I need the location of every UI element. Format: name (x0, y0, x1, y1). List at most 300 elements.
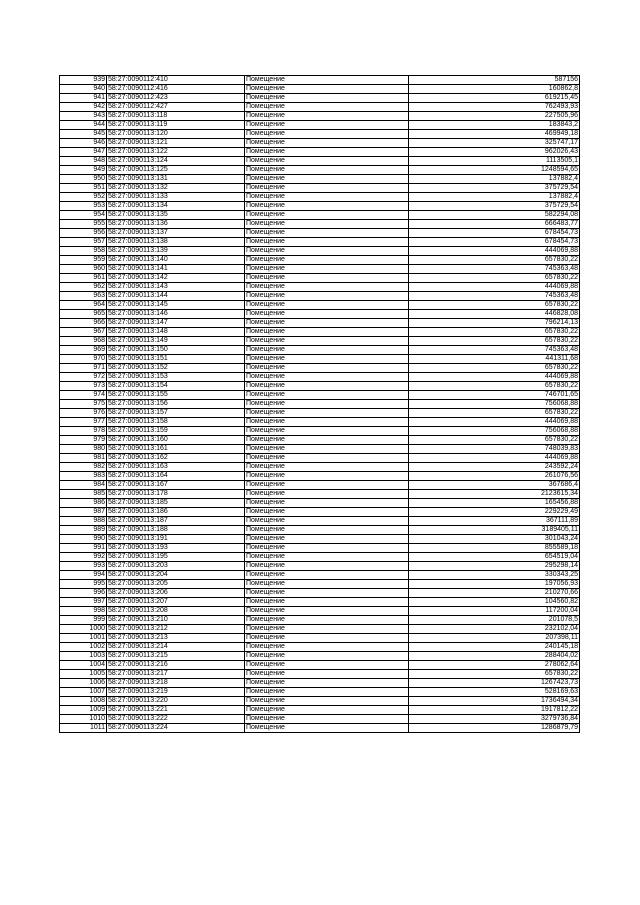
table-row (60, 391, 580, 400)
cadastral-number-cell: 58:27:0090113:120 (107, 130, 245, 139)
object-type-cell: Помещение (245, 238, 409, 247)
row-number-cell: 983 (60, 472, 107, 481)
object-type-cell: Помещение (245, 301, 409, 310)
cadastral-value-cell: 756068,88 (409, 400, 580, 409)
table-row (60, 94, 580, 103)
cadastral-number-cell: 58:27:0090113:145 (107, 301, 245, 310)
object-type-cell: Помещение (245, 463, 409, 472)
cadastral-value-cell: 375729,54 (409, 184, 580, 193)
row-number-cell: 947 (60, 148, 107, 157)
table-row (60, 481, 580, 490)
cadastral-value-cell: 745363,48 (409, 346, 580, 355)
table-row (60, 274, 580, 283)
object-type-cell: Помещение (245, 247, 409, 256)
table-row (60, 85, 580, 94)
table-row (60, 517, 580, 526)
cadastral-number-cell: 58:27:0090113:195 (107, 553, 245, 562)
row-number-cell: 967 (60, 328, 107, 337)
row-number-cell: 1001 (60, 634, 107, 643)
cadastral-number-cell: 58:27:0090113:216 (107, 661, 245, 670)
cadastral-value-cell: 666483,77 (409, 220, 580, 229)
cadastral-value-cell: 278062,64 (409, 661, 580, 670)
object-type-cell: Помещение (245, 490, 409, 499)
cadastral-number-cell: 58:27:0090113:121 (107, 139, 245, 148)
cadastral-value-cell: 444069,88 (409, 283, 580, 292)
cadastral-value-cell: 229229,49 (409, 508, 580, 517)
object-type-cell: Помещение (245, 454, 409, 463)
object-type-cell: Помещение (245, 256, 409, 265)
object-type-cell: Помещение (245, 175, 409, 184)
row-number-cell: 950 (60, 175, 107, 184)
cadastral-number-cell: 58:27:0090113:210 (107, 616, 245, 625)
cadastral-number-cell: 58:27:0090113:135 (107, 211, 245, 220)
row-number-cell: 949 (60, 166, 107, 175)
cadastral-value-cell: 657830,22 (409, 301, 580, 310)
cadastral-number-cell: 58:27:0090113:214 (107, 643, 245, 652)
object-type-cell: Помещение (245, 472, 409, 481)
table-row (60, 472, 580, 481)
row-number-cell: 971 (60, 364, 107, 373)
table-row (60, 526, 580, 535)
cadastral-value-cell: 367686,4 (409, 481, 580, 490)
cadastral-value-cell: 243592,24 (409, 463, 580, 472)
table-row (60, 715, 580, 724)
table-row (60, 679, 580, 688)
table-row (60, 661, 580, 670)
cadastral-number-cell: 58:27:0090113:140 (107, 256, 245, 265)
object-type-cell: Помещение (245, 499, 409, 508)
row-number-cell: 984 (60, 481, 107, 490)
table-row (60, 490, 580, 499)
cadastral-number-cell: 58:27:0090113:147 (107, 319, 245, 328)
table-row (60, 238, 580, 247)
cadastral-value-cell: 1286879,79 (409, 724, 580, 733)
cadastral-number-cell: 58:27:0090113:178 (107, 490, 245, 499)
cadastral-number-cell: 58:27:0090113:218 (107, 679, 245, 688)
cadastral-number-cell: 58:27:0090113:154 (107, 382, 245, 391)
cadastral-number-cell: 58:27:0090113:153 (107, 373, 245, 382)
table-row (60, 139, 580, 148)
cadastral-number-cell: 58:27:0090113:203 (107, 562, 245, 571)
row-number-cell: 1009 (60, 706, 107, 715)
cadastral-number-cell: 58:27:0090113:137 (107, 229, 245, 238)
object-type-cell: Помещение (245, 283, 409, 292)
cadastral-number-cell: 58:27:0090113:136 (107, 220, 245, 229)
cadastral-value-cell: 2123615,34 (409, 490, 580, 499)
table-row (60, 265, 580, 274)
table-row (60, 463, 580, 472)
object-type-cell: Помещение (245, 661, 409, 670)
cadastral-number-cell: 58:27:0090113:143 (107, 283, 245, 292)
object-type-cell: Помещение (245, 715, 409, 724)
cadastral-value-cell: 301043,24 (409, 535, 580, 544)
cadastral-value-cell: 1113505,1 (409, 157, 580, 166)
cadastral-number-cell: 58:27:0090113:160 (107, 436, 245, 445)
table-row (60, 643, 580, 652)
table-row (60, 346, 580, 355)
object-type-cell: Помещение (245, 724, 409, 733)
object-type-cell: Помещение (245, 427, 409, 436)
cadastral-number-cell: 58:27:0090113:155 (107, 391, 245, 400)
row-number-cell: 939 (60, 76, 107, 85)
cadastral-number-cell: 58:27:0090113:158 (107, 418, 245, 427)
cadastral-value-cell: 3279736,84 (409, 715, 580, 724)
table-row (60, 283, 580, 292)
table-row (60, 409, 580, 418)
table-row (60, 364, 580, 373)
row-number-cell: 1006 (60, 679, 107, 688)
object-type-cell: Помещение (245, 274, 409, 283)
table-row (60, 148, 580, 157)
cadastral-value-cell: 745363,48 (409, 292, 580, 301)
cadastral-number-cell: 58:27:0090113:164 (107, 472, 245, 481)
cadastral-number-cell: 58:27:0090113:163 (107, 463, 245, 472)
cadastral-value-cell: 444069,88 (409, 454, 580, 463)
table-row (60, 427, 580, 436)
object-type-cell: Помещение (245, 364, 409, 373)
object-type-cell: Помещение (245, 400, 409, 409)
row-number-cell: 1008 (60, 697, 107, 706)
row-number-cell: 972 (60, 373, 107, 382)
row-number-cell: 1007 (60, 688, 107, 697)
row-number-cell: 982 (60, 463, 107, 472)
table-row (60, 688, 580, 697)
table-row (60, 103, 580, 112)
object-type-cell: Помещение (245, 535, 409, 544)
cadastral-value-cell: 375729,54 (409, 202, 580, 211)
row-number-cell: 954 (60, 211, 107, 220)
cadastral-number-cell: 58:27:0090113:215 (107, 652, 245, 661)
table-row (60, 121, 580, 130)
cadastral-number-cell: 58:27:0090113:220 (107, 697, 245, 706)
cadastral-value-cell: 210270,66 (409, 589, 580, 598)
table-row (60, 616, 580, 625)
cadastral-value-table (59, 75, 580, 733)
cadastral-value-cell: 657830,22 (409, 337, 580, 346)
cadastral-number-cell: 58:27:0090113:132 (107, 184, 245, 193)
table-row (60, 211, 580, 220)
cadastral-number-cell: 58:27:0090113:150 (107, 346, 245, 355)
cadastral-value-cell: 261076,56 (409, 472, 580, 481)
cadastral-value-cell: 207398,11 (409, 634, 580, 643)
cadastral-number-cell: 58:27:0090113:141 (107, 265, 245, 274)
table-row (60, 229, 580, 238)
cadastral-value-cell: 104560,82 (409, 598, 580, 607)
row-number-cell: 969 (60, 346, 107, 355)
object-type-cell: Помещение (245, 103, 409, 112)
row-number-cell: 974 (60, 391, 107, 400)
cadastral-value-cell: 295298,14 (409, 562, 580, 571)
object-type-cell: Помещение (245, 121, 409, 130)
cadastral-value-cell: 1917812,22 (409, 706, 580, 715)
object-type-cell: Помещение (245, 418, 409, 427)
cadastral-value-cell: 587156 (409, 76, 580, 85)
object-type-cell: Помещение (245, 517, 409, 526)
cadastral-number-cell: 58:27:0090113:151 (107, 355, 245, 364)
row-number-cell: 958 (60, 247, 107, 256)
row-number-cell: 948 (60, 157, 107, 166)
row-number-cell: 945 (60, 130, 107, 139)
row-number-cell: 960 (60, 265, 107, 274)
object-type-cell: Помещение (245, 202, 409, 211)
table-row (60, 220, 580, 229)
object-type-cell: Помещение (245, 391, 409, 400)
cadastral-number-cell: 58:27:0090113:148 (107, 328, 245, 337)
row-number-cell: 985 (60, 490, 107, 499)
table-row (60, 202, 580, 211)
object-type-cell: Помещение (245, 346, 409, 355)
row-number-cell: 957 (60, 238, 107, 247)
cadastral-value-cell: 117200,04 (409, 607, 580, 616)
cadastral-value-cell: 619215,45 (409, 94, 580, 103)
object-type-cell: Помещение (245, 148, 409, 157)
row-number-cell: 944 (60, 121, 107, 130)
cadastral-number-cell: 58:27:0090113:144 (107, 292, 245, 301)
object-type-cell: Помещение (245, 553, 409, 562)
table-row (60, 256, 580, 265)
cadastral-number-cell: 58:27:0090113:139 (107, 247, 245, 256)
object-type-cell: Помещение (245, 94, 409, 103)
table-row (60, 553, 580, 562)
cadastral-number-cell: 58:27:0090113:224 (107, 724, 245, 733)
cadastral-number-cell: 58:27:0090113:122 (107, 148, 245, 157)
cadastral-value-cell: 469949,18 (409, 130, 580, 139)
cadastral-value-cell: 1267423,73 (409, 679, 580, 688)
object-type-cell: Помещение (245, 76, 409, 85)
cadastral-value-cell: 446828,08 (409, 310, 580, 319)
cadastral-value-cell: 745363,48 (409, 265, 580, 274)
object-type-cell: Помещение (245, 337, 409, 346)
table-row (60, 400, 580, 409)
object-type-cell: Помещение (245, 184, 409, 193)
table-row (60, 562, 580, 571)
object-type-cell: Помещение (245, 139, 409, 148)
row-number-cell: 963 (60, 292, 107, 301)
row-number-cell: 952 (60, 193, 107, 202)
cadastral-number-cell: 58:27:0090113:152 (107, 364, 245, 373)
row-number-cell: 1003 (60, 652, 107, 661)
object-type-cell: Помещение (245, 571, 409, 580)
cadastral-value-cell: 232102,04 (409, 625, 580, 634)
table-row (60, 319, 580, 328)
object-type-cell: Помещение (245, 679, 409, 688)
cadastral-value-cell: 137882,4 (409, 193, 580, 202)
cadastral-number-cell: 58:27:0090113:138 (107, 238, 245, 247)
row-number-cell: 946 (60, 139, 107, 148)
cadastral-value-cell: 183843,2 (409, 121, 580, 130)
row-number-cell: 956 (60, 229, 107, 238)
row-number-cell: 965 (60, 310, 107, 319)
table-row (60, 373, 580, 382)
cadastral-number-cell: 58:27:0090113:187 (107, 517, 245, 526)
row-number-cell: 1011 (60, 724, 107, 733)
row-number-cell: 961 (60, 274, 107, 283)
cadastral-number-cell: 58:27:0090113:188 (107, 526, 245, 535)
cadastral-value-cell: 165456,88 (409, 499, 580, 508)
cadastral-number-cell: 58:27:0090112:410 (107, 76, 245, 85)
table-row (60, 418, 580, 427)
cadastral-number-cell: 58:27:0090113:149 (107, 337, 245, 346)
object-type-cell: Помещение (245, 319, 409, 328)
object-type-cell: Помещение (245, 157, 409, 166)
object-type-cell: Помещение (245, 670, 409, 679)
cadastral-value-cell: 227505,96 (409, 112, 580, 121)
object-type-cell: Помещение (245, 607, 409, 616)
object-type-cell: Помещение (245, 634, 409, 643)
row-number-cell: 999 (60, 616, 107, 625)
object-type-cell: Помещение (245, 112, 409, 121)
object-type-cell: Помещение (245, 481, 409, 490)
table-row (60, 301, 580, 310)
cadastral-value-cell: 367111,89 (409, 517, 580, 526)
object-type-cell: Помещение (245, 445, 409, 454)
cadastral-value-cell: 137882,4 (409, 175, 580, 184)
cadastral-value-cell: 444069,88 (409, 373, 580, 382)
row-number-cell: 990 (60, 535, 107, 544)
cadastral-number-cell: 58:27:0090113:142 (107, 274, 245, 283)
cadastral-value-cell: 240145,18 (409, 643, 580, 652)
row-number-cell: 988 (60, 517, 107, 526)
row-number-cell: 940 (60, 85, 107, 94)
cadastral-number-cell: 58:27:0090113:134 (107, 202, 245, 211)
row-number-cell: 993 (60, 562, 107, 571)
table-row (60, 310, 580, 319)
row-number-cell: 995 (60, 580, 107, 589)
object-type-cell: Помещение (245, 229, 409, 238)
row-number-cell: 977 (60, 418, 107, 427)
row-number-cell: 973 (60, 382, 107, 391)
cadastral-number-cell: 58:27:0090113:159 (107, 427, 245, 436)
row-number-cell: 955 (60, 220, 107, 229)
row-number-cell: 953 (60, 202, 107, 211)
object-type-cell: Помещение (245, 166, 409, 175)
cadastral-value-cell: 657830,22 (409, 670, 580, 679)
cadastral-value-cell: 796214,13 (409, 319, 580, 328)
table-row (60, 157, 580, 166)
table-row (60, 670, 580, 679)
table-row (60, 76, 580, 85)
cadastral-value-cell: 678454,73 (409, 229, 580, 238)
cadastral-number-cell: 58:27:0090113:219 (107, 688, 245, 697)
object-type-cell: Помещение (245, 589, 409, 598)
cadastral-value-cell: 528169,63 (409, 688, 580, 697)
cadastral-value-cell: 746701,65 (409, 391, 580, 400)
object-type-cell: Помещение (245, 130, 409, 139)
cadastral-value-cell: 748039,83 (409, 445, 580, 454)
cadastral-number-cell: 58:27:0090113:124 (107, 157, 245, 166)
cadastral-value-cell: 330343,25 (409, 571, 580, 580)
object-type-cell: Помещение (245, 652, 409, 661)
cadastral-number-cell: 58:27:0090113:193 (107, 544, 245, 553)
cadastral-value-cell: 762493,93 (409, 103, 580, 112)
object-type-cell: Помещение (245, 85, 409, 94)
cadastral-number-cell: 58:27:0090113:156 (107, 400, 245, 409)
object-type-cell: Помещение (245, 382, 409, 391)
table-body (60, 76, 580, 733)
row-number-cell: 987 (60, 508, 107, 517)
row-number-cell: 992 (60, 553, 107, 562)
object-type-cell: Помещение (245, 355, 409, 364)
table-row (60, 436, 580, 445)
table-row (60, 355, 580, 364)
row-number-cell: 976 (60, 409, 107, 418)
object-type-cell: Помещение (245, 211, 409, 220)
cadastral-number-cell: 58:27:0090113:191 (107, 535, 245, 544)
object-type-cell: Помещение (245, 292, 409, 301)
cadastral-value-cell: 288404,02 (409, 652, 580, 661)
table-row (60, 706, 580, 715)
object-type-cell: Помещение (245, 598, 409, 607)
object-type-cell: Помещение (245, 625, 409, 634)
cadastral-value-cell: 657830,22 (409, 382, 580, 391)
object-type-cell: Помещение (245, 373, 409, 382)
table-row (60, 184, 580, 193)
cadastral-number-cell: 58:27:0090113:125 (107, 166, 245, 175)
cadastral-number-cell: 58:27:0090113:207 (107, 598, 245, 607)
cadastral-number-cell: 58:27:0090113:167 (107, 481, 245, 490)
cadastral-number-cell: 58:27:0090113:162 (107, 454, 245, 463)
row-number-cell: 1005 (60, 670, 107, 679)
table-row (60, 247, 580, 256)
cadastral-value-cell: 3189405,11 (409, 526, 580, 535)
cadastral-value-cell: 855589,18 (409, 544, 580, 553)
object-type-cell: Помещение (245, 220, 409, 229)
row-number-cell: 964 (60, 301, 107, 310)
object-type-cell: Помещение (245, 688, 409, 697)
row-number-cell: 1010 (60, 715, 107, 724)
object-type-cell: Помещение (245, 328, 409, 337)
row-number-cell: 998 (60, 607, 107, 616)
cadastral-value-cell: 160862,8 (409, 85, 580, 94)
cadastral-value-cell: 582294,08 (409, 211, 580, 220)
object-type-cell: Помещение (245, 193, 409, 202)
table-row (60, 571, 580, 580)
cadastral-value-cell: 657830,22 (409, 256, 580, 265)
cadastral-number-cell: 58:27:0090113:146 (107, 310, 245, 319)
cadastral-number-cell: 58:27:0090112:416 (107, 85, 245, 94)
cadastral-number-cell: 58:27:0090112:423 (107, 94, 245, 103)
cadastral-value-cell: 657830,22 (409, 364, 580, 373)
row-number-cell: 980 (60, 445, 107, 454)
object-type-cell: Помещение (245, 706, 409, 715)
cadastral-value-cell: 657830,22 (409, 436, 580, 445)
cadastral-number-cell: 58:27:0090113:221 (107, 706, 245, 715)
cadastral-number-cell: 58:27:0090113:133 (107, 193, 245, 202)
row-number-cell: 975 (60, 400, 107, 409)
cadastral-value-cell: 756068,88 (409, 427, 580, 436)
row-number-cell: 941 (60, 94, 107, 103)
cadastral-value-cell: 962026,43 (409, 148, 580, 157)
cadastral-number-cell: 58:27:0090113:204 (107, 571, 245, 580)
row-number-cell: 989 (60, 526, 107, 535)
object-type-cell: Помещение (245, 544, 409, 553)
cadastral-value-cell: 678454,73 (409, 238, 580, 247)
row-number-cell: 994 (60, 571, 107, 580)
table-row (60, 607, 580, 616)
table-row (60, 382, 580, 391)
row-number-cell: 1002 (60, 643, 107, 652)
object-type-cell: Помещение (245, 310, 409, 319)
table-row (60, 724, 580, 733)
table-row (60, 112, 580, 121)
table-row (60, 634, 580, 643)
table-row (60, 175, 580, 184)
cadastral-value-cell: 197056,93 (409, 580, 580, 589)
table-row (60, 454, 580, 463)
object-type-cell: Помещение (245, 697, 409, 706)
cadastral-number-cell: 58:27:0090113:206 (107, 589, 245, 598)
object-type-cell: Помещение (245, 265, 409, 274)
